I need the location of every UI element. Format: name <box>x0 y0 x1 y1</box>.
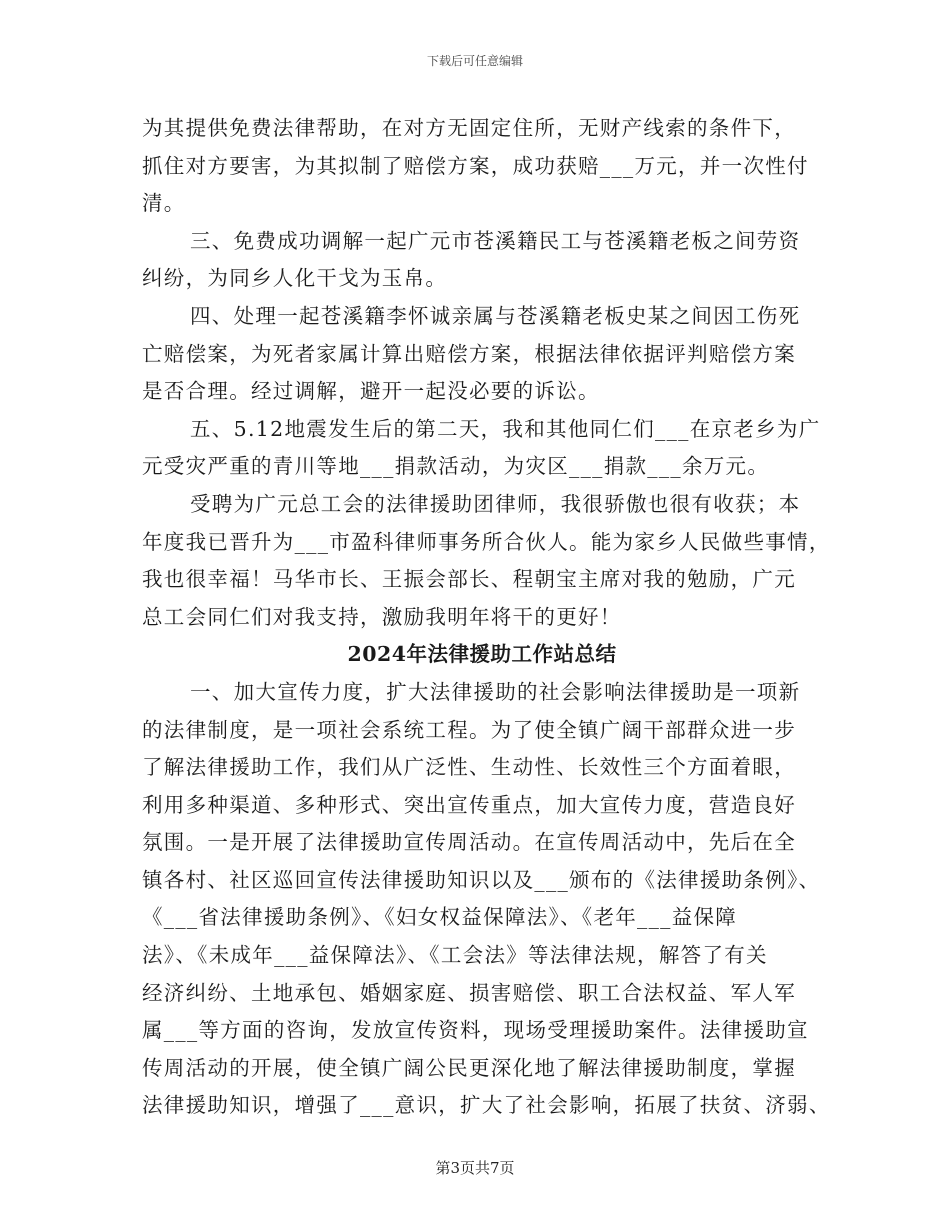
text-line: 年度我已晋升为___市盈科律师事务所合伙人。能为家乡人民做些事情， <box>142 529 831 554</box>
text-line: 纠纷，为同乡人化干戈为玉帛。 <box>142 266 448 291</box>
text-line: 利用多种渠道、多种形式、突出宣传重点，加大宣传力度，营造良好 <box>142 792 796 817</box>
text-line: 《___省法律援助条例》、《妇女权益保障法》、《老年___益保障 <box>142 905 738 930</box>
text-line: 法》、《未成年___益保障法》、《工会法》等法律法规，解答了有关 <box>142 943 768 968</box>
page-number: 第3页共7页 <box>435 1159 515 1177</box>
text-line: 传周活动的开展，使全镇广阔公民更深化地了解法律援助制度，掌握 <box>142 1055 796 1080</box>
text-line: 清。 <box>142 191 186 216</box>
text-line: 的法律制度，是一项社会系统工程。为了使全镇广阔干部群众进一步 <box>142 717 796 742</box>
text-line: 经济纠纷、土地承包、婚姻家庭、损害赔偿、职工合法权益、军人军 <box>142 980 796 1005</box>
text-line: 受聘为广元总工会的法律援助团律师，我很骄傲也很有收获；本 <box>190 491 801 516</box>
text-line: 五、5.12地震发生后的第二天，我和其他同仁们___在京老乡为广 <box>190 416 821 441</box>
text-line: 我也很幸福！马华市长、王振会部长、程朝宝主席对我的勉励，广元 <box>142 567 796 592</box>
text-line: 了解法律援助工作，我们从广泛性、生动性、长效性三个方面着眼， <box>142 755 796 780</box>
text-line: 三、免费成功调解一起广元市苍溪籍民工与苍溪籍老板之间劳资 <box>190 228 801 253</box>
text-line: 亡赔偿案，为死者家属计算出赔偿方案，根据法律依据评判赔偿方案 <box>142 341 796 366</box>
text-line: 是否合理。经过调解，避开一起没必要的诉讼。 <box>142 379 600 404</box>
text-line: 四、处理一起苍溪籍李怀诚亲属与苍溪籍老板史某之间因工伤死 <box>190 303 801 328</box>
text-line: 抓住对方要害，为其拟制了赔偿方案，成功获赔___万元，并一次性付 <box>142 153 809 178</box>
text-line: 属___等方面的咨询，发放宣传资料，现场受理援助案件。法律援助宣 <box>142 1018 809 1043</box>
text-line: 氛围。一是开展了法律援助宣传周活动。在宣传周活动中，先后在全 <box>142 830 796 855</box>
text-line: 为其提供免费法律帮助，在对方无固定住所，无财产线索的条件下， <box>142 116 796 140</box>
text-line: 一、加大宣传力度，扩大法律援助的社会影响法律援助是一项新 <box>190 679 801 704</box>
document-body <box>142 110 831 1125</box>
text-line: 法律援助知识，增强了___意识，扩大了社会影响，拓展了扶贫、济弱、 <box>142 1093 831 1118</box>
text-line: 镇各村、社区巡回宣传法律援助知识以及___颁布的《法律援助条例》、 <box>142 867 821 892</box>
section-title: 2024年法律援助工作站总结 <box>347 642 617 667</box>
page-header-note: 下载后可任意编辑 <box>426 54 523 68</box>
text-line: 元受灾严重的青川等地___捐款活动，为灾区___捐款___余万元。 <box>142 454 770 479</box>
text-line: 总工会同仁们对我支持，激励我明年将干的更好！ <box>142 604 622 629</box>
